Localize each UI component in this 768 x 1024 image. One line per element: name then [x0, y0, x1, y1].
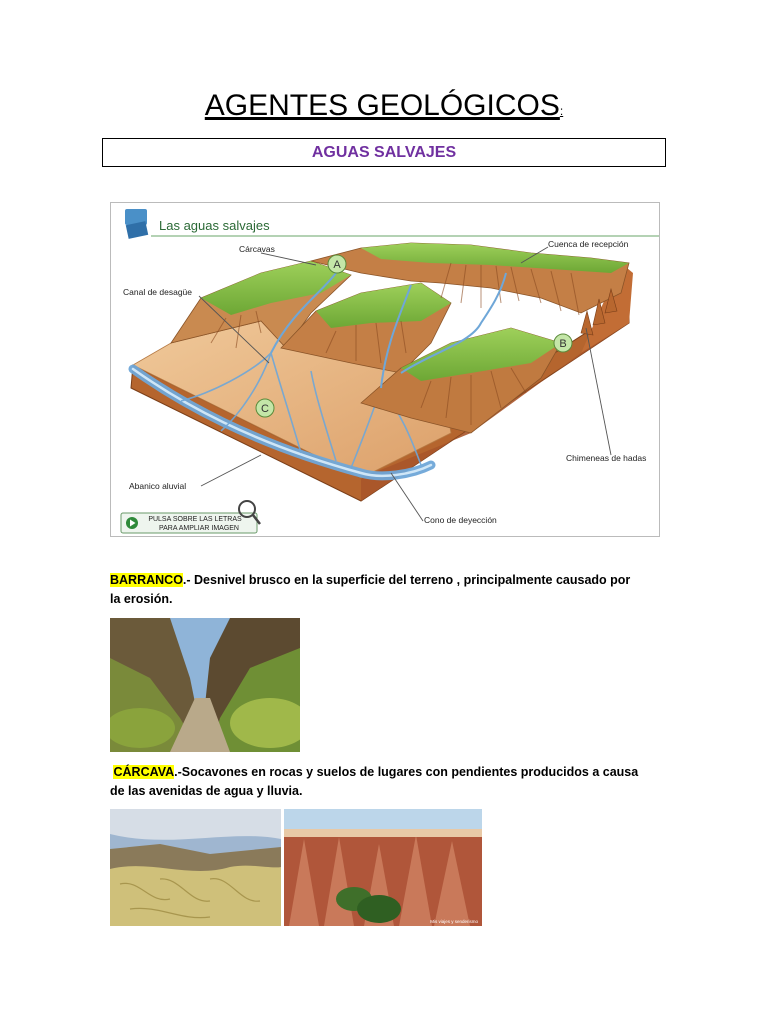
marker-a[interactable]	[328, 255, 346, 273]
photo-credit: Mis viajes y senderismo	[430, 919, 478, 924]
section-title-box	[102, 138, 666, 167]
zoom-button[interactable]	[121, 513, 257, 533]
term-barranco: BARRANCO	[110, 573, 183, 587]
label-canal: Canal de desagüe	[123, 287, 193, 297]
book-icon	[125, 209, 148, 239]
definition-barranco	[110, 571, 640, 609]
diagram-svg	[111, 203, 659, 536]
marker-b[interactable]	[554, 334, 572, 352]
svg-text:B: B	[559, 338, 567, 350]
label-abanico: Abanico aluvial	[129, 481, 187, 491]
aguas-salvajes-diagram	[110, 202, 660, 537]
svg-text:A: A	[333, 259, 341, 271]
definition-carcava	[110, 763, 640, 801]
label-carcavas: Cárcavas	[239, 244, 275, 254]
marker-c[interactable]	[256, 399, 274, 417]
title-text: AGENTES GEOLÓGICOS	[204, 89, 560, 122]
carcava-photo-2	[284, 809, 482, 926]
button-line2: PARA AMPLIAR IMAGEN	[158, 525, 240, 532]
label-cono: Cono de deyección	[424, 515, 497, 525]
button-line1: PULSA SOBRE LAS LETRAS	[148, 516, 242, 523]
svg-text:C: C	[261, 403, 269, 415]
diagram-header: Las aguas salvajes	[159, 218, 270, 233]
term-carcava: CÁRCAVA	[113, 765, 175, 779]
label-chimeneas: Chimeneas de hadas	[566, 453, 647, 463]
carcava-photo-1	[110, 809, 281, 926]
definition-barranco-text: .- Desnivel brusco en la superficie del terreno , principalmente causado por la erosión.	[110, 573, 631, 606]
title-colon: :	[559, 104, 564, 118]
definition-carcava-text: .-Socavones en rocas y suelos de lugares con pendientes producidos a causa de las avenidas de agua y lluvia.	[110, 765, 639, 798]
barranco-photo	[110, 618, 300, 752]
section-title: AGUAS SALVAJES	[311, 144, 457, 161]
label-cuenca: Cuenca de recepción	[548, 239, 629, 249]
page-title	[0, 86, 768, 131]
